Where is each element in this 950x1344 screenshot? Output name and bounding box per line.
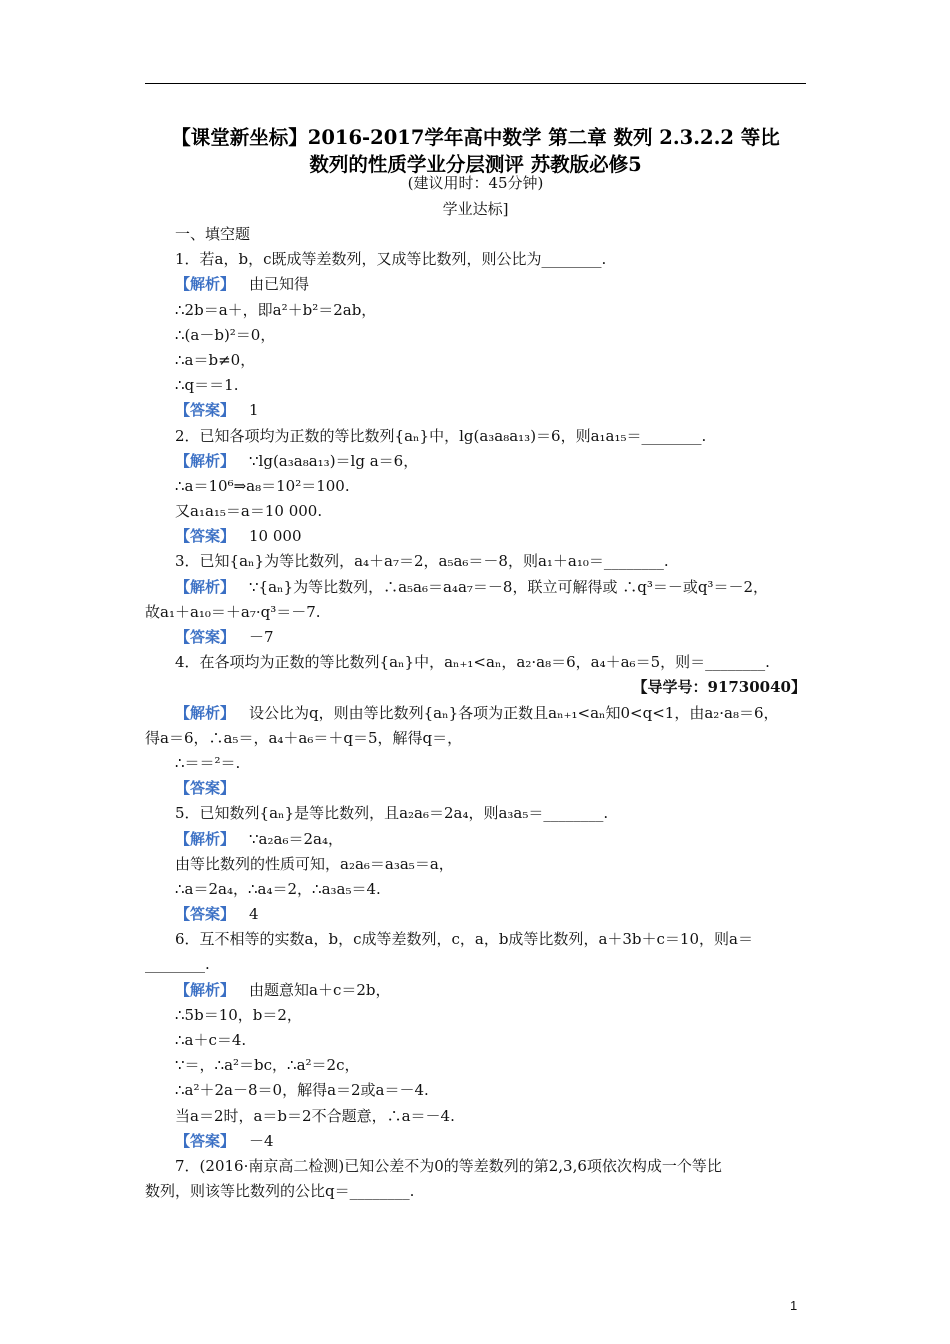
text-line [145,600,806,625]
label-tag: 【答案】 [175,779,236,798]
time-note: (建议用时：45分钟) [407,174,544,192]
text-line [145,323,806,348]
text-line [145,424,806,449]
line-content: ∴(a－b)²＝0， [175,325,276,344]
label-tag: 【解析】 [175,577,236,596]
text-line [145,852,806,877]
text-line [145,978,806,1003]
text-line [145,1129,806,1154]
text-line [145,1053,806,1078]
text-line [145,474,806,499]
line-content: 由等比数列的性质可知，a₂a₆＝a₃a₅＝a， [175,854,454,873]
label-tag: 【解析】 [175,451,236,470]
text-line [145,1003,806,1028]
line-content: 2．已知各项均为正数的等比数列{aₙ}中，lg(a₃a₈a₁₃)＝6，则a₁a₁₅＝________. [175,426,707,445]
line-content: 3．已知{aₙ}为等比数列，a₄＋a₇＝2，a₅a₆＝－8，则a₁＋a₁₀＝________. [175,552,669,571]
label-tag: 【答案】 [175,1131,236,1150]
text-line [145,927,806,952]
line-content: 1 [249,401,259,420]
text-line [145,877,806,902]
line-content: 【导学号：91730040】 [632,678,806,697]
line-content: ∴5b＝10，b＝2， [175,1005,302,1024]
line-content: 数列，则该等比数列的公比q＝________. [145,1182,415,1201]
text-line [145,827,806,852]
line-content: 1．若a，b，c既成等差数列，又成等比数列，则公比为________. [175,250,607,269]
line-content: 4．在各项均为正数的等比数列{aₙ}中，aₙ₊₁<aₙ，a₂·a₈＝6，a₄＋a₆＝5，则＝________. [175,653,770,672]
line-content: ∴a＝10⁶⇒a₈＝10²＝100. [175,476,350,495]
text-line [145,348,806,373]
line-content: ________. [145,955,210,974]
document-title [145,124,806,178]
label-tag: 【解析】 [175,980,236,999]
page-number: 1 [790,1298,798,1313]
text-line [145,373,806,398]
line-content: 设公比为q，则由等比数列{aₙ}各项为正数且aₙ₊₁<aₙ知0<q<1，由a₂·a₈＝6， [249,703,779,722]
line-content: ∴a＝2a₄，∴a₄＝2，∴a₃a₅＝4. [175,879,381,898]
text-line [145,575,806,600]
text-line [145,222,806,247]
label-tag: 【解析】 [175,703,236,722]
header-rule [145,83,806,84]
line-content: ∵＝，∴a²＝bc，∴a²＝2c， [175,1056,360,1075]
label-tag: 【答案】 [175,527,236,546]
text-line [145,952,806,977]
line-content: ∴＝＝²＝. [175,753,241,772]
line-content: 当a＝2时，a＝b＝2不合题意，∴a＝－4. [175,1106,455,1125]
text-line [145,1028,806,1053]
text-line [145,1154,806,1179]
line-content: ∴a＋c＝4. [175,1031,247,1049]
label-tag: 【解析】 [175,275,236,294]
line-content: 5．已知数列{aₙ}是等比数列，且a₂a₆＝2a₄，则a₃a₅＝________. [175,804,609,823]
line-content: ∴q＝＝1. [175,376,239,395]
text-line [145,398,806,423]
text-line [145,247,806,272]
line-content: ∴a＝b≠0， [175,350,256,369]
label-tag: 【答案】 [175,628,236,646]
text-line [145,449,806,474]
line-content: 由题意知a＋c＝2b， [249,980,391,999]
line-content: ∵a₂a₆＝2a₄， [249,829,343,848]
text-line [145,751,806,776]
section-heading: 学业达标] [442,200,509,218]
text-line [145,298,806,323]
label-tag: 【答案】 [175,905,236,924]
line-content: ∵{aₙ}为等比数列，∴a₅a₆＝a₄a₇＝－8，联立可解得或 ∴q³＝－或q³＝－2， [249,577,768,596]
line-content: －7 [249,628,274,646]
text-line [145,524,806,549]
body-text [145,222,806,1204]
text-line [145,1179,806,1204]
text-line [145,776,806,801]
line-content: 7．(2016·南京高二检测)已知公差不为0的等差数列的第2,3,6项依次构成一个等比 [175,1156,722,1175]
text-line [145,801,806,826]
text-line [145,499,806,524]
title-line-2: 数列的性质学业分层测评 苏教版必修5 [309,153,642,176]
text-line [145,272,806,297]
title-line-1: 【课堂新坐标】2016-2017学年高中数学 第二章 数列 2.3.2.2 等比 [171,126,780,149]
line-content: ∴a²＋2a－8＝0，解得a＝2或a＝－4. [175,1081,429,1100]
line-content: 一、填空题 [175,225,251,243]
line-content: 得a＝6，∴a₅＝，a₄＋a₆＝＋q＝5，解得q＝， [145,728,463,747]
text-line [145,650,806,675]
line-content: ∴2b＝a＋，即a²＋b²＝2ab， [175,300,377,319]
text-line [145,902,806,927]
label-tag: 【解析】 [175,829,236,848]
line-content: 又a₁a₁₅＝a＝10 000. [175,502,323,521]
line-content: 6．互不相等的实数a，b，c成等差数列，c，a，b成等比数列，a＋3b＋c＝10，则a＝ [175,930,753,949]
text-line [145,1078,806,1103]
text-line [145,1104,806,1129]
text-line [145,549,806,574]
line-content: 4 [249,905,259,924]
line-content: 10 000 [249,527,302,546]
text-line [145,675,806,700]
line-content: ∵lg(a₃a₈a₁₃)＝lg a＝6， [249,451,419,470]
label-tag: 【答案】 [175,401,236,420]
text-line [145,726,806,751]
line-content: －4 [249,1131,274,1150]
line-content: 故a₁＋a₁₀＝＋a₇·q³＝－7. [145,602,321,621]
text-line [145,701,806,726]
line-content: 由已知得 [249,275,310,294]
text-line [145,625,806,650]
